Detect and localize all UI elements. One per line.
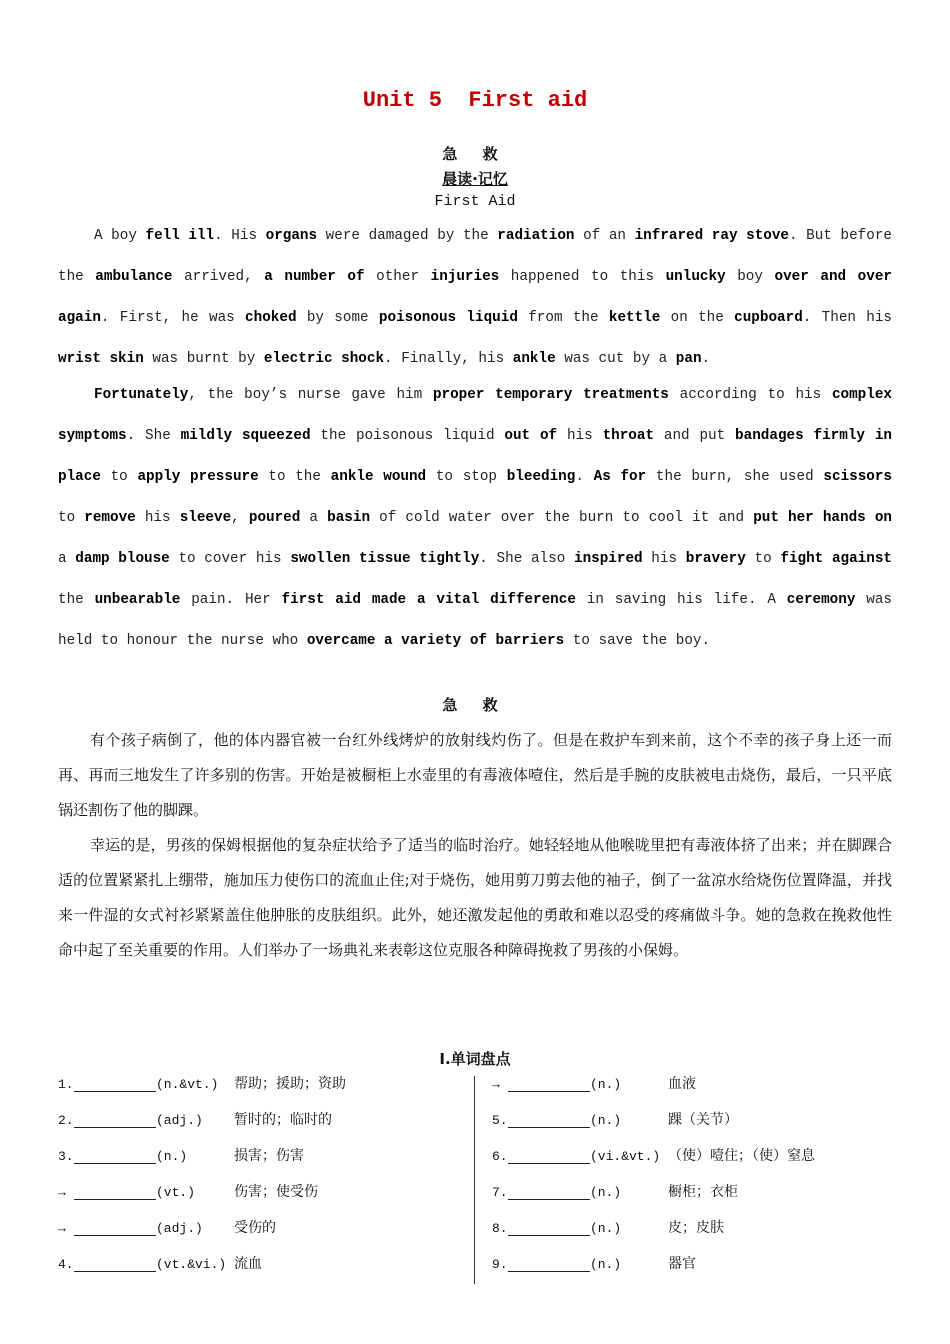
passage-text: A boy — [94, 228, 146, 244]
english-paragraph-2 — [58, 375, 892, 662]
vocab-number: 7. — [492, 1185, 508, 1200]
keyword: ankle wound — [330, 469, 427, 485]
passage-text: . — [575, 469, 594, 485]
keyword: fight against — [780, 551, 893, 567]
passage-text: on the — [660, 310, 735, 326]
vocab-item — [58, 1248, 346, 1284]
word-meaning: 帮助；援助；资助 — [234, 1076, 346, 1092]
word-meaning: 橱柜；衣柜 — [668, 1184, 738, 1200]
passage-text: other — [364, 269, 431, 285]
passage-text: the burn, she used — [646, 469, 824, 485]
keyword: apply pressure — [137, 469, 259, 485]
vocab-number: 5. — [492, 1113, 508, 1128]
passage-text: arrived, — [172, 269, 265, 285]
keyword: ceremony — [786, 592, 856, 608]
vocab-item — [58, 1140, 346, 1176]
passage-text: were damaged by the — [317, 228, 498, 244]
word-meaning: 器官 — [668, 1256, 696, 1272]
passage-text: . She — [126, 428, 181, 444]
part-of-speech: (adj.) — [156, 1221, 203, 1236]
answer-blank[interactable] — [74, 1179, 156, 1200]
answer-blank[interactable] — [508, 1251, 590, 1272]
part-of-speech: (n.) — [590, 1257, 622, 1272]
vocab-number: 3. — [58, 1149, 74, 1164]
answer-blank[interactable] — [508, 1143, 590, 1164]
passage-text: . — [701, 351, 711, 367]
vocab-item — [58, 1212, 346, 1248]
keyword: over and over again — [58, 269, 892, 326]
passage-text: boy — [725, 269, 775, 285]
passage-text: . She also — [479, 551, 574, 567]
passage-text: his — [557, 428, 603, 444]
keyword: ankle — [512, 351, 556, 367]
keyword: bravery — [685, 551, 746, 567]
passage-text: his — [642, 551, 686, 567]
word-meaning: 伤害；使受伤 — [234, 1184, 318, 1200]
vocab-item — [58, 1068, 346, 1104]
part-of-speech: (n.) — [590, 1113, 622, 1128]
keyword: electric shock — [263, 351, 385, 367]
answer-blank[interactable] — [508, 1215, 590, 1236]
keyword: organs — [265, 228, 318, 244]
passage-text: . Finally, his — [384, 351, 513, 367]
part-of-speech: (vt.&vi.) — [156, 1257, 227, 1272]
en-heading: First Aid — [434, 193, 516, 210]
vocab-number: 1. — [58, 1077, 74, 1092]
keyword: As for — [593, 469, 647, 485]
passage-text: his — [135, 510, 180, 526]
passage-text: to — [100, 469, 138, 485]
unit-title: Unit 5 First aid — [362, 88, 588, 113]
keyword: overcame a variety of barriers — [306, 633, 565, 649]
word-meaning: 流血 — [234, 1256, 262, 1272]
passage-text: , the boy’s nurse gave him — [188, 387, 433, 403]
keyword: fell ill — [145, 228, 215, 244]
keyword: remove — [84, 510, 136, 526]
section-label: 晨读·记忆 — [442, 170, 508, 188]
passage-text: the — [58, 592, 95, 608]
cn-heading: 急 救 — [442, 145, 508, 163]
passage-text: to stop — [426, 469, 507, 485]
passage-text: pain. Her — [180, 592, 282, 608]
passage-text: a — [58, 551, 76, 567]
vocab-item — [492, 1176, 815, 1212]
keyword: bleeding — [506, 469, 576, 485]
keyword: radiation — [497, 228, 575, 244]
word-meaning: 血液 — [668, 1076, 696, 1092]
vocab-item — [58, 1176, 346, 1212]
keyword: a number of — [264, 269, 365, 285]
answer-blank[interactable] — [74, 1071, 156, 1092]
vocab-right-column — [492, 1068, 815, 1284]
keyword: inspired — [573, 551, 643, 567]
passage-text: . First, he was — [100, 310, 246, 326]
chinese-paragraph-1: 有个孩子病倒了，他的体内器官被一台红外线烤炉的放射线灼伤了。但是在救护车到来前，这个不幸的孩子身上还一而再、再而三地发生了许多别的伤害。开始是被橱柜上水壶里的有毒液体噎住，然后是手腕的皮肤被电击烧伤，最后，一只平底锅还割伤了他的脚踝。 — [58, 731, 892, 819]
word-meaning: 受伤的 — [234, 1220, 276, 1236]
keyword: mildly squeezed — [180, 428, 311, 444]
keyword: proper temporary treatments — [432, 387, 669, 403]
passage-text: of an — [574, 228, 635, 244]
passage-text: a — [300, 510, 328, 526]
answer-blank[interactable] — [74, 1107, 156, 1128]
passage-text: was cut by a — [555, 351, 676, 367]
answer-blank[interactable] — [74, 1215, 156, 1236]
keyword: kettle — [608, 310, 661, 326]
keyword: Fortunately — [94, 387, 189, 403]
chinese-paragraph-2: 幸运的是，男孩的保姆根据他的复杂症状给予了适当的临时治疗。她轻轻地从他喉咙里把有毒液体挤了出来；并在脚踝合适的位置紧紧扎上绷带，施加压力使伤口的流血止住;对于烧伤，她用剪刀剪去他的袖子，倒了一盆凉水给烧伤位置降温，并找来一件湿的女式衬衫紧紧盖住他肿胀的皮肤组织。此外，她还激发起他的勇敢和难以忍受的疼痛做斗争。她的急救在挽救他性命中起了至关重要的作用。人们举办了一场典礼来表彰这位克服各种障碍挽救了男孩的小保姆。 — [58, 836, 892, 959]
passage-text: to the — [258, 469, 331, 485]
keyword: unbearable — [94, 592, 181, 608]
passage-text: was burnt by — [143, 351, 264, 367]
passage-text: . His — [214, 228, 266, 244]
vocab-item — [492, 1140, 815, 1176]
keyword: bandages firmly in place — [58, 428, 892, 485]
passage-text: was held to honour the nurse who — [58, 592, 892, 649]
keyword: unlucky — [665, 269, 726, 285]
keyword: damp blouse — [75, 551, 170, 567]
keyword: infrared ray stove — [634, 228, 790, 244]
keyword: scissors — [823, 469, 893, 485]
vocab-item — [492, 1104, 815, 1140]
word-meaning: 损害；伤害 — [234, 1148, 304, 1164]
passage-text: . But before the — [58, 228, 892, 285]
passage-text: to save the boy. — [564, 633, 711, 649]
vocab-number: 4. — [58, 1257, 74, 1272]
english-passage — [58, 216, 892, 662]
answer-blank[interactable] — [508, 1179, 590, 1200]
keyword: pan — [675, 351, 702, 367]
part-of-speech: (n.&vt.) — [156, 1077, 219, 1092]
answer-blank[interactable] — [74, 1143, 156, 1164]
answer-blank[interactable] — [74, 1251, 156, 1272]
passage-text: to — [745, 551, 781, 567]
english-paragraph-1 — [58, 216, 892, 380]
passage-text: to — [58, 510, 85, 526]
word-meaning: （使）噎住；（使）窒息 — [668, 1148, 815, 1164]
vocab-item — [58, 1104, 346, 1140]
vocab-number: 9. — [492, 1257, 508, 1272]
passage-text: according to his — [668, 387, 832, 403]
passage-text: , — [231, 510, 249, 526]
part-of-speech: (n.) — [590, 1185, 622, 1200]
part-of-speech: (n.) — [590, 1077, 622, 1092]
passage-text: the poisonous liquid — [310, 428, 505, 444]
keyword: wrist skin — [58, 351, 144, 367]
passage-text: by some — [296, 310, 379, 326]
column-divider — [474, 1076, 475, 1284]
part-of-speech: (adj.) — [156, 1113, 203, 1128]
vocab-number: 2. — [58, 1113, 74, 1128]
keyword: sleeve — [179, 510, 232, 526]
vocab-left-column — [58, 1068, 346, 1284]
passage-text: of cold water over the burn to cool it and — [370, 510, 754, 526]
passage-text: happened to this — [499, 269, 666, 285]
vocab-number: → — [58, 1221, 66, 1236]
vocab-item — [492, 1212, 815, 1248]
vocab-item — [492, 1068, 815, 1104]
keyword: first aid made a vital difference — [281, 592, 576, 608]
keyword: poured — [248, 510, 301, 526]
word-meaning: 踝（关节） — [668, 1112, 738, 1128]
keyword: basin — [327, 510, 371, 526]
word-meaning: 皮；皮肤 — [668, 1220, 724, 1236]
answer-blank[interactable] — [508, 1107, 590, 1128]
passage-text: from the — [517, 310, 609, 326]
vocab-number: 8. — [492, 1221, 508, 1236]
keyword: put her hands on — [753, 510, 893, 526]
word-meaning: 暂时的；临时的 — [234, 1112, 332, 1128]
passage-text: to cover his — [169, 551, 291, 567]
part-of-speech: (vt.) — [156, 1185, 196, 1200]
keyword: ambulance — [95, 269, 173, 285]
keyword: injuries — [430, 269, 500, 285]
cn-heading-2: 急 救 — [442, 696, 508, 714]
part-of-speech: (n.) — [156, 1149, 188, 1164]
vocab-item — [492, 1248, 815, 1284]
keyword: throat — [602, 428, 655, 444]
part-of-speech: (vi.&vt.) — [590, 1149, 661, 1164]
passage-text: in saving his life. A — [575, 592, 787, 608]
chinese-passage — [58, 723, 892, 968]
keyword: complex symptoms — [58, 387, 892, 444]
vocab-number: → — [58, 1185, 66, 1200]
passage-text: and put — [654, 428, 736, 444]
keyword: cupboard — [734, 310, 803, 326]
keyword: swollen tissue tightly — [290, 551, 480, 567]
vocab-number: 6. — [492, 1149, 508, 1164]
keyword: poisonous liquid — [378, 310, 518, 326]
vocab-heading: Ⅰ.单词盘点 — [439, 1050, 511, 1068]
passage-text: . Then his — [802, 310, 893, 326]
keyword: out of — [504, 428, 558, 444]
part-of-speech: (n.) — [590, 1221, 622, 1236]
vocab-number: → — [492, 1077, 500, 1092]
answer-blank[interactable] — [508, 1071, 590, 1092]
keyword: choked — [245, 310, 297, 326]
